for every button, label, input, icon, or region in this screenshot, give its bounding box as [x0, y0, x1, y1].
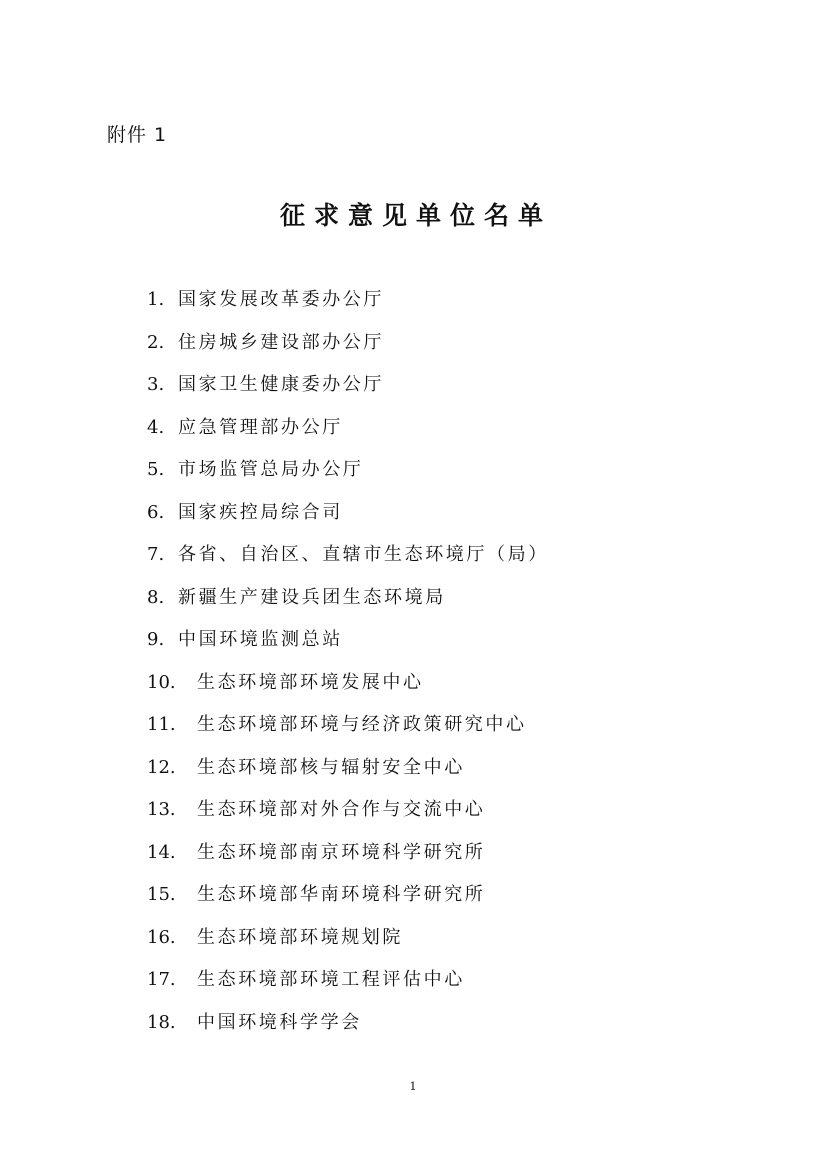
page-title: 征求意见单位名单 — [279, 201, 552, 230]
list-item — [147, 412, 549, 455]
list-item-number: 4. — [147, 416, 165, 438]
list-item — [147, 624, 549, 667]
list-item — [147, 667, 549, 710]
list-item — [147, 1007, 549, 1050]
list-item-number: 18. — [147, 1011, 176, 1033]
list-item-name: 中国环境监测总站 — [178, 629, 343, 650]
list-item-number: 1. — [147, 289, 165, 310]
list-item-number: 11. — [147, 714, 176, 735]
attachment-label: 附件 1 — [107, 124, 168, 146]
list-item-name: 国家疾控局综合司 — [178, 501, 343, 523]
list-item-name: 生态环境部环境与经济政策研究中心 — [197, 714, 527, 735]
list-item-name: 市场监管总局办公厅 — [178, 459, 364, 480]
list-item-name: 生态环境部华南环境科学研究所 — [197, 884, 486, 905]
list-item-number: 7. — [147, 544, 165, 565]
list-item — [147, 539, 549, 582]
page-number: 1 — [409, 1080, 417, 1093]
list-item-number: 5. — [147, 459, 165, 480]
list-item — [147, 922, 549, 965]
list-item-number: 12. — [147, 756, 176, 778]
list-item-number: 10. — [147, 671, 176, 693]
list-item-name: 生态环境部环境规划院 — [197, 926, 403, 948]
list-item-number: 15. — [147, 884, 176, 905]
list-item-name: 生态环境部南京环境科学研究所 — [197, 841, 486, 863]
list-item-name: 各省、自治区、直辖市生态环境厅（局） — [178, 544, 549, 565]
list-item — [147, 454, 549, 497]
list-item — [147, 582, 549, 625]
list-item-name: 生态环境部环境发展中心 — [197, 671, 424, 693]
list-item-name: 新疆生产建设兵团生态环境局 — [178, 586, 446, 608]
list-item-name: 生态环境部环境工程评估中心 — [197, 969, 465, 990]
list-item-number: 3. — [147, 374, 165, 395]
list-item-name: 应急管理部办公厅 — [178, 416, 343, 438]
list-item — [147, 327, 549, 370]
list-item — [147, 497, 549, 540]
list-item — [147, 752, 549, 795]
list-item — [147, 284, 549, 327]
list-item — [147, 709, 549, 752]
list-item-number: 14. — [147, 841, 176, 863]
unit-list — [147, 284, 549, 1049]
list-item-number: 9. — [147, 629, 165, 650]
list-item-name: 生态环境部对外合作与交流中心 — [197, 799, 486, 820]
list-item-number: 2. — [147, 331, 165, 353]
list-item — [147, 794, 549, 837]
list-item-number: 8. — [147, 586, 165, 608]
list-item-name: 国家卫生健康委办公厅 — [178, 374, 384, 395]
list-item-name: 中国环境科学学会 — [197, 1011, 362, 1033]
list-item-name: 生态环境部核与辐射安全中心 — [197, 756, 465, 778]
list-item — [147, 964, 549, 1007]
list-item-number: 17. — [147, 969, 176, 990]
list-item-number: 13. — [147, 799, 176, 820]
list-item-name: 国家发展改革委办公厅 — [178, 289, 384, 310]
list-item-name: 住房城乡建设部办公厅 — [178, 331, 384, 353]
list-item — [147, 369, 549, 412]
list-item — [147, 879, 549, 922]
list-item-number: 16. — [147, 926, 176, 948]
list-item — [147, 837, 549, 880]
list-item-number: 6. — [147, 501, 165, 523]
